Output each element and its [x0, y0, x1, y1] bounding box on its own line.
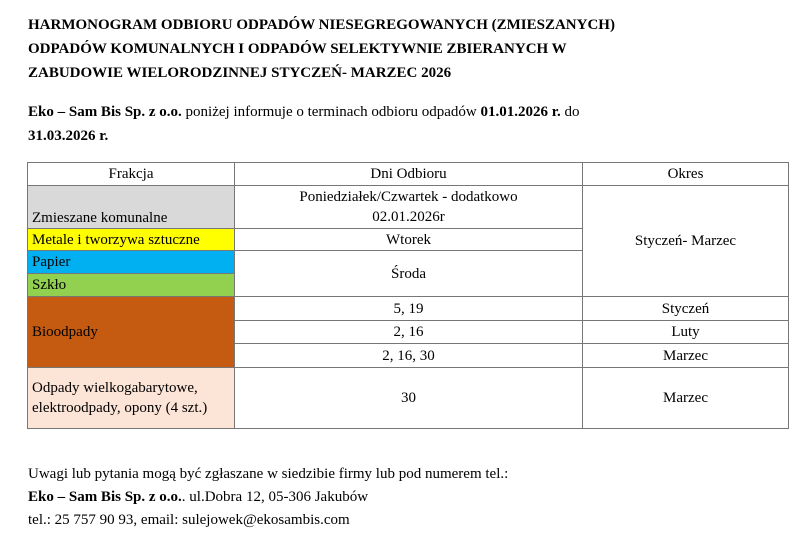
- table-row: [28, 368, 789, 429]
- footer-notes: [28, 463, 508, 532]
- footer-line: [28, 486, 508, 509]
- title-line: ZABUDOWIE WIELORODZINNEJ STYCZEŃ- MARZEC 2026: [28, 65, 452, 81]
- header-dni: Dni Odbioru: [235, 163, 583, 186]
- days-bio: 2, 16: [235, 321, 583, 344]
- days-text: 02.01.2026r: [372, 209, 445, 225]
- company-name: Eko – Sam Bis Sp. z o.o.: [28, 104, 182, 120]
- fraction-metale: Metale i tworzywa sztuczne: [28, 229, 235, 251]
- days-metale: Wtorek: [235, 229, 583, 251]
- period-bio: Styczeń: [583, 297, 789, 321]
- schedule-table: [27, 162, 789, 429]
- fraction-zmieszane: Zmieszane komunalne: [28, 186, 235, 229]
- days-bio: 5, 19: [235, 297, 583, 321]
- period-wielkogabarytowe: Marzec: [583, 368, 789, 429]
- title-line: HARMONOGRAM ODBIORU ODPADÓW NIESEGREGOWANYCH (ZMIESZANYCH): [28, 17, 615, 33]
- document-title: [28, 13, 788, 85]
- table-row: [28, 297, 789, 321]
- fraction-wielkogabarytowe: Odpady wielkogabarytowe, elektroodpady, opony (4 szt.): [28, 368, 235, 429]
- table-row: [28, 186, 789, 229]
- fraction-szklo: Szkło: [28, 274, 235, 297]
- title-line: ODPADÓW KOMUNALNYCH I ODPADÓW SELEKTYWNIE ZBIERANYCH W: [28, 41, 567, 57]
- days-wielkogabarytowe: 30: [235, 368, 583, 429]
- date-to: 31.03.2026 r.: [28, 128, 109, 144]
- company-name: Eko – Sam Bis Sp. z o.o.: [28, 489, 182, 505]
- days-zmieszane: [235, 186, 583, 229]
- days-papier-szklo: Środa: [235, 251, 583, 297]
- intro-text: poniżej informuje o terminach odbioru odpadów: [181, 104, 481, 120]
- header-okres: Okres: [583, 163, 789, 186]
- period-bio: Marzec: [583, 344, 789, 368]
- intro-paragraph: [28, 100, 748, 148]
- days-bio: 2, 16, 30: [235, 344, 583, 368]
- fraction-papier: Papier: [28, 251, 235, 274]
- period-main: Styczeń- Marzec: [583, 186, 789, 297]
- intro-mid: do: [560, 104, 580, 120]
- date-from: 01.01.2026 r.: [480, 104, 561, 120]
- days-text: Poniedziałek/Czwartek - dodatkowo: [299, 189, 518, 205]
- contact-info: tel.: 25 757 90 93, email: sulejowek@ekosambis.com: [28, 512, 350, 528]
- period-bio: Luty: [583, 321, 789, 344]
- fraction-bio: Bioodpady: [28, 297, 235, 368]
- header-frakcja: Frakcja: [28, 163, 235, 186]
- footer-line: Uwagi lub pytania mogą być zgłaszane w siedzibie firmy lub pod numerem tel.:: [28, 466, 509, 482]
- table-header: [28, 163, 789, 186]
- company-address: . ul.Dobra 12, 05-306 Jakubów: [181, 489, 369, 505]
